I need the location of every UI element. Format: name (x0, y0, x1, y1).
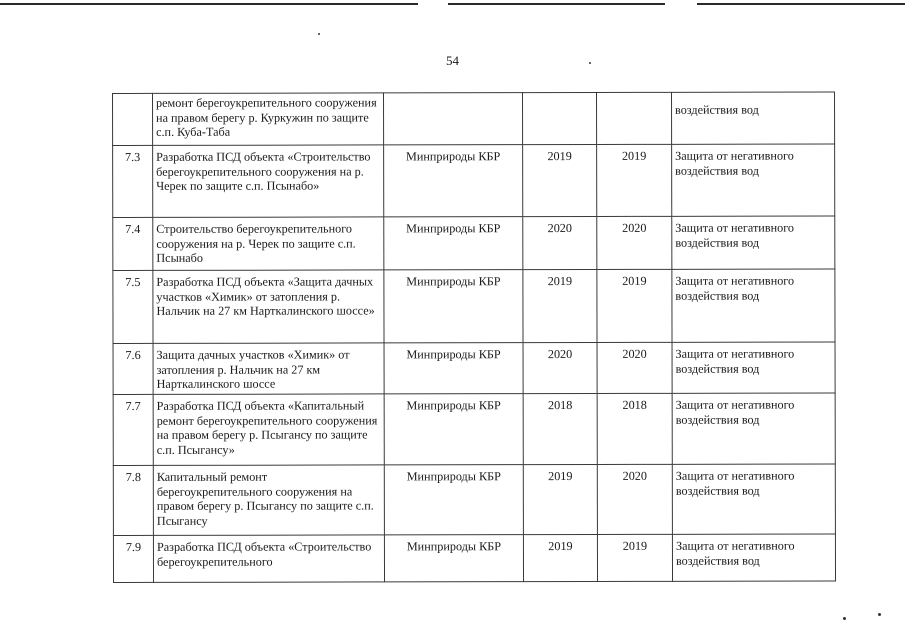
end-year-cell: 2018 (597, 393, 672, 464)
measure-name-cell: Капитальный ремонт берегоукрепительного сооружения на правом берегу р. Псыгансу по защите с.п. Псыгансу (153, 465, 384, 535)
goal-cell: Защита от негативного воздействия вод (672, 216, 835, 269)
table-row (113, 269, 835, 344)
scan-speck (843, 617, 846, 620)
goal-cell: Защита от негативного воздействия вод (672, 144, 835, 216)
start-year-cell: 2020 (523, 342, 597, 393)
end-year-cell: 2020 (597, 464, 672, 534)
goal-cell: Защита от негативного воздействия вод (672, 342, 835, 393)
end-year-cell (597, 92, 672, 144)
table-row (113, 342, 835, 395)
start-year-cell: 2019 (523, 144, 597, 216)
responsible-cell: Минприроды КБР (384, 145, 523, 217)
measures-table (112, 91, 836, 583)
table-row-continuation (113, 92, 835, 146)
top-scan-rule-left (0, 3, 418, 5)
table-row (113, 393, 835, 466)
start-year-cell: 2018 (523, 393, 597, 464)
end-year-cell: 2019 (597, 269, 672, 342)
goal-cell: Защита от негативного воздействия вод (672, 464, 835, 534)
row-number-cell: 7.9 (113, 535, 153, 582)
start-year-cell: 2019 (523, 464, 597, 534)
goal-cell: Защита от негативного воздействия вод (672, 534, 835, 581)
row-number-cell (113, 93, 153, 145)
table-row (113, 464, 835, 536)
row-number-cell: 7.7 (113, 394, 153, 465)
start-year-cell: 2020 (523, 216, 597, 269)
start-year-cell (523, 92, 597, 144)
end-year-cell: 2020 (597, 216, 672, 269)
measure-name-cell: Разработка ПСД объекта «Строительство берегоукрепительного сооружения на р. Черек по защите с.п. Псынабо» (153, 145, 384, 217)
scan-speck (318, 33, 320, 35)
row-number-cell: 7.6 (113, 343, 153, 394)
responsible-cell: Минприроды КБР (384, 394, 523, 465)
measure-name-cell: ремонт берегоукрепительного сооружения на правом берегу р. Куркужин по защите с.п. Куба-Таба (153, 93, 384, 145)
start-year-cell: 2019 (523, 269, 597, 342)
row-number-cell: 7.8 (113, 465, 153, 535)
table-row (113, 216, 835, 271)
row-number-cell: 7.3 (113, 145, 153, 217)
measure-name-cell: Разработка ПСД объекта «Строительство берегоукрепительного (153, 535, 384, 582)
top-scan-rule-middle (448, 3, 665, 5)
table-row (113, 144, 835, 218)
end-year-cell: 2019 (597, 534, 672, 581)
page-number: 54 (446, 53, 459, 68)
measure-name-cell: Защита дачных участков «Химик» от затопления р. Нальчик на 27 км Нарткалинского шоссе (153, 343, 384, 394)
scan-speck (878, 613, 881, 616)
end-year-cell: 2019 (597, 144, 672, 216)
start-year-cell: 2019 (523, 534, 597, 581)
measure-name-cell: Разработка ПСД объекта «Капитальный ремонт берегоукрепительного сооружения на правом берегу р. Псыгансу по защите с.п. Псыгансу» (153, 394, 384, 465)
goal-cell: Защита от негативного воздействия вод (672, 269, 835, 342)
responsible-cell: Минприроды КБР (384, 270, 523, 343)
row-number-cell: 7.5 (113, 270, 153, 343)
responsible-cell: Минприроды КБР (384, 343, 523, 394)
measure-name-cell: Разработка ПСД объекта «Защита дачных участков «Химик» от затопления р. Нальчик на 27 км Нарткалинского шоссе» (153, 270, 384, 343)
table-row (113, 534, 835, 583)
responsible-cell: Минприроды КБР (384, 217, 523, 270)
responsible-cell: Минприроды КБР (384, 465, 523, 535)
measure-name-cell: Строительство берегоукрепительного сооружения на р. Черек по защите с.п. Псынабо (153, 217, 384, 270)
goal-cell: Защита от негативного воздействия вод (672, 393, 835, 464)
goal-cell: воздействия вод (671, 92, 834, 144)
responsible-cell: Минприроды КБР (384, 535, 523, 582)
row-number-cell: 7.4 (113, 217, 153, 270)
end-year-cell: 2020 (597, 342, 672, 393)
responsible-cell (384, 93, 523, 145)
top-scan-rule-right (697, 3, 905, 5)
